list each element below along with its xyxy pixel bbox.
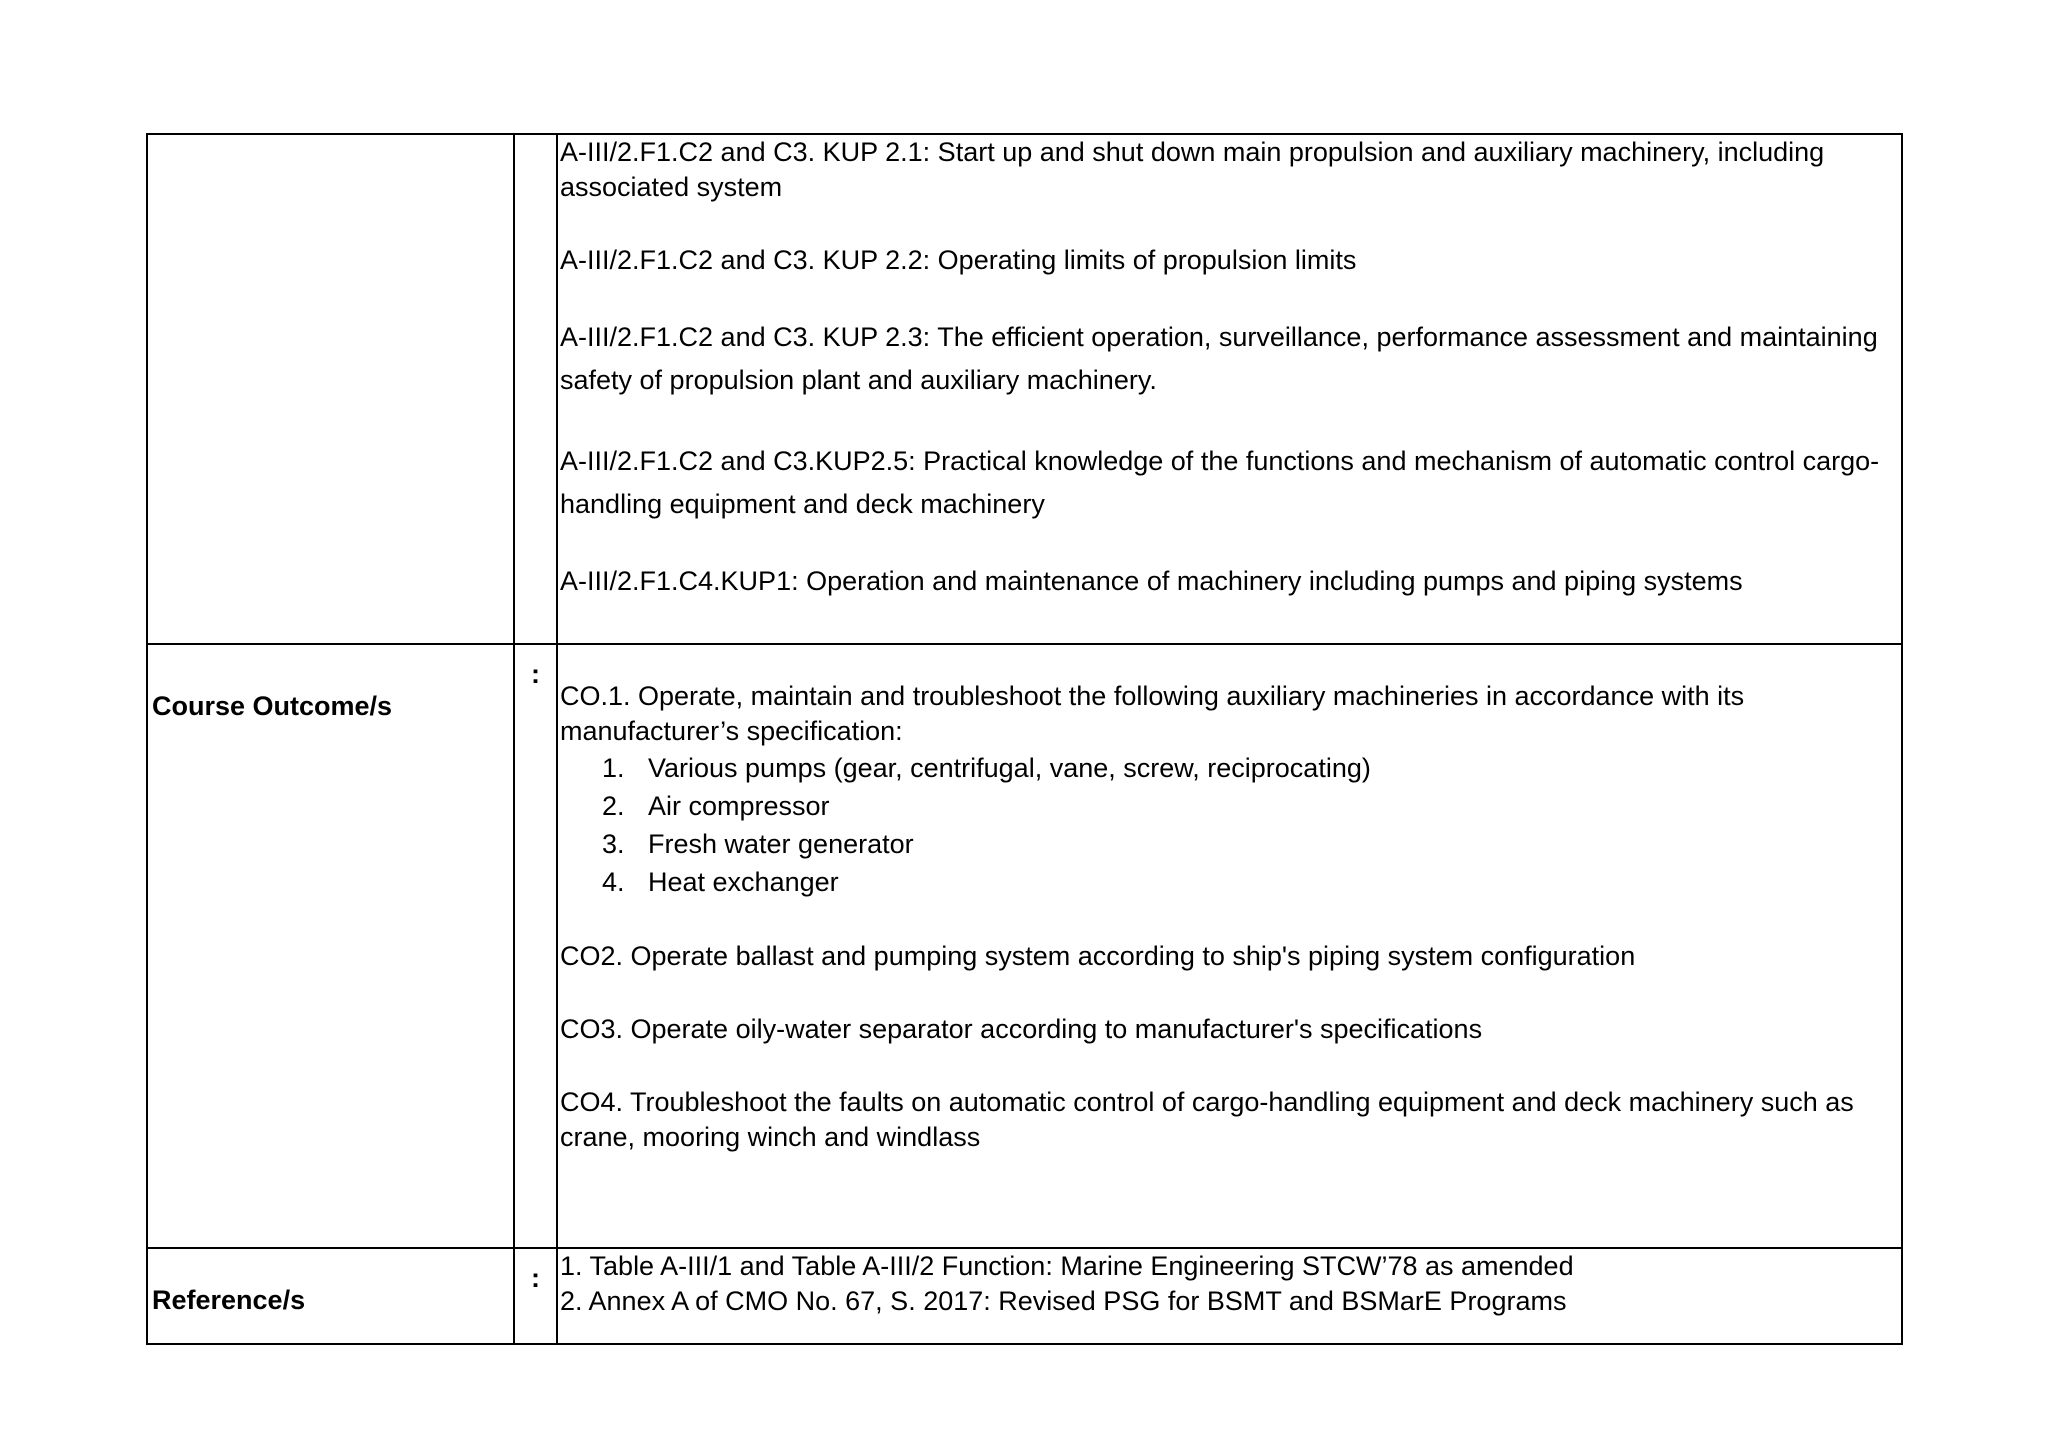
list-number: 1.	[602, 753, 625, 783]
course-outcome-row	[147, 644, 1902, 1248]
co3-text: CO3. Operate oily-water separator according to manufacturer's specifications	[560, 1014, 1483, 1044]
kup-item: A-III/2.F1.C2 and C3.KUP2.5: Practical knowledge of the functions and mechanism of automatic control cargo-handling equipment and deck machinery	[560, 446, 1880, 519]
list-item	[560, 825, 1891, 863]
co2-text: CO2. Operate ballast and pumping system according to ship's piping system configuration	[560, 941, 1636, 971]
reference-colon: :	[514, 1248, 557, 1344]
kup-row-colon	[514, 134, 557, 644]
list-text: Heat exchanger	[648, 867, 839, 897]
kup-row-label	[147, 134, 514, 644]
kup-item: A-III/2.F1.C2 and C3. KUP 2.1: Start up and shut down main propulsion and auxiliary machinery, including associated system	[560, 137, 1825, 202]
kup-row	[147, 134, 1902, 644]
list-text: Fresh water generator	[648, 829, 914, 859]
course-outcome-label: Course Outcome/s	[147, 644, 514, 1248]
list-number: 3.	[602, 829, 625, 859]
kup-row-content	[557, 134, 1902, 644]
list-number: 2.	[602, 791, 625, 821]
co1-intro: CO.1. Operate, maintain and troubleshoot the following auxiliary machineries in accordance with its manufacturer’s specification:	[560, 681, 1745, 746]
reference-label: Reference/s	[147, 1248, 514, 1344]
list-text: Air compressor	[648, 791, 830, 821]
co1-list	[560, 749, 1891, 901]
reference-item: 2. Annex A of CMO No. 67, S. 2017: Revised PSG for BSMT and BSMarE Programs	[560, 1286, 1567, 1316]
list-item	[560, 749, 1891, 787]
list-item	[560, 863, 1891, 901]
kup-item: A-III/2.F1.C2 and C3. KUP 2.3: The efficient operation, surveillance, performance assessment and maintaining safety of propulsion plant and auxiliary machinery.	[560, 322, 1878, 395]
reference-row	[147, 1248, 1902, 1344]
syllabus-table	[146, 133, 1903, 1345]
course-outcome-colon: :	[514, 644, 557, 1248]
list-number: 4.	[602, 867, 625, 897]
course-outcome-content	[557, 644, 1902, 1248]
list-item	[560, 787, 1891, 825]
kup-item: A-III/2.F1.C4.KUP1: Operation and maintenance of machinery including pumps and piping systems	[560, 566, 1743, 596]
reference-item: 1. Table A-III/1 and Table A-III/2 Function: Marine Engineering STCW’78 as amended	[560, 1251, 1574, 1281]
list-text: Various pumps (gear, centrifugal, vane, screw, reciprocating)	[648, 753, 1371, 783]
kup-item: A-III/2.F1.C2 and C3. KUP 2.2: Operating limits of propulsion limits	[560, 245, 1357, 275]
co4-text: CO4. Troubleshoot the faults on automatic control of cargo-handling equipment and deck machinery such as crane, mooring winch and windlass	[560, 1087, 1854, 1152]
reference-content	[557, 1248, 1902, 1344]
